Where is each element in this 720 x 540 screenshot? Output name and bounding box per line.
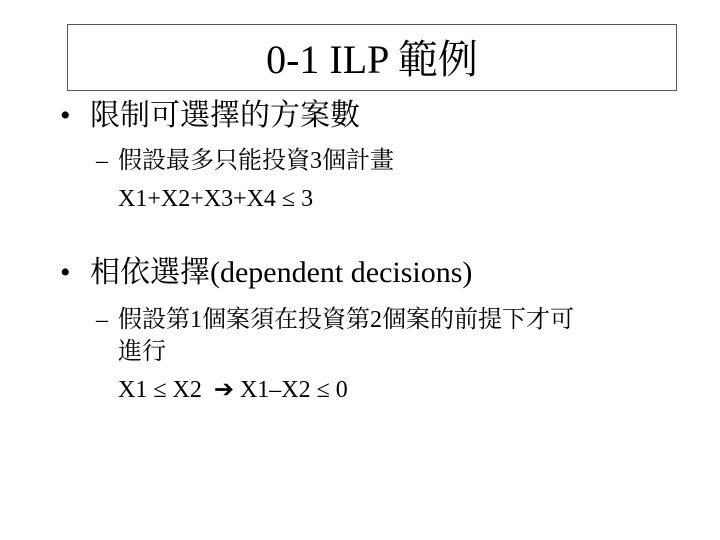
arrow-right-icon: ➔: [213, 377, 234, 403]
sub-bullet-2: [96, 307, 574, 333]
bullet-1: [60, 101, 360, 131]
sub-bullet-1-text: 假設最多只能投資3個計畫: [118, 148, 394, 174]
formula-2-right: X1–X2 ≤ 0: [239, 377, 348, 403]
formula-1: X1+X2+X3+X4 ≤ 3: [118, 186, 314, 212]
bullet-marker-2: •: [60, 256, 71, 289]
formula-2-left: X1 ≤ X2: [118, 377, 202, 403]
sub-bullet-2-text: 假設第1個案須在投資第2個案的前提下才可: [118, 307, 574, 333]
sub-bullet-1: [96, 148, 394, 174]
sub-bullet-2-continuation: 進行: [118, 339, 166, 365]
slide-title: 0-1 ILP 範例: [266, 36, 478, 82]
bullet-marker-1: •: [60, 99, 71, 132]
sub-bullet-dash-2: –: [96, 307, 108, 333]
formula-2: [118, 378, 348, 402]
bullet-1-label: 限制可選擇的方案數: [90, 99, 360, 132]
sub-bullet-dash-1: –: [96, 148, 108, 174]
title-box: [67, 24, 677, 91]
bullet-2-label: 相依選擇(dependent decisions): [90, 256, 473, 289]
bullet-2: [60, 258, 472, 288]
